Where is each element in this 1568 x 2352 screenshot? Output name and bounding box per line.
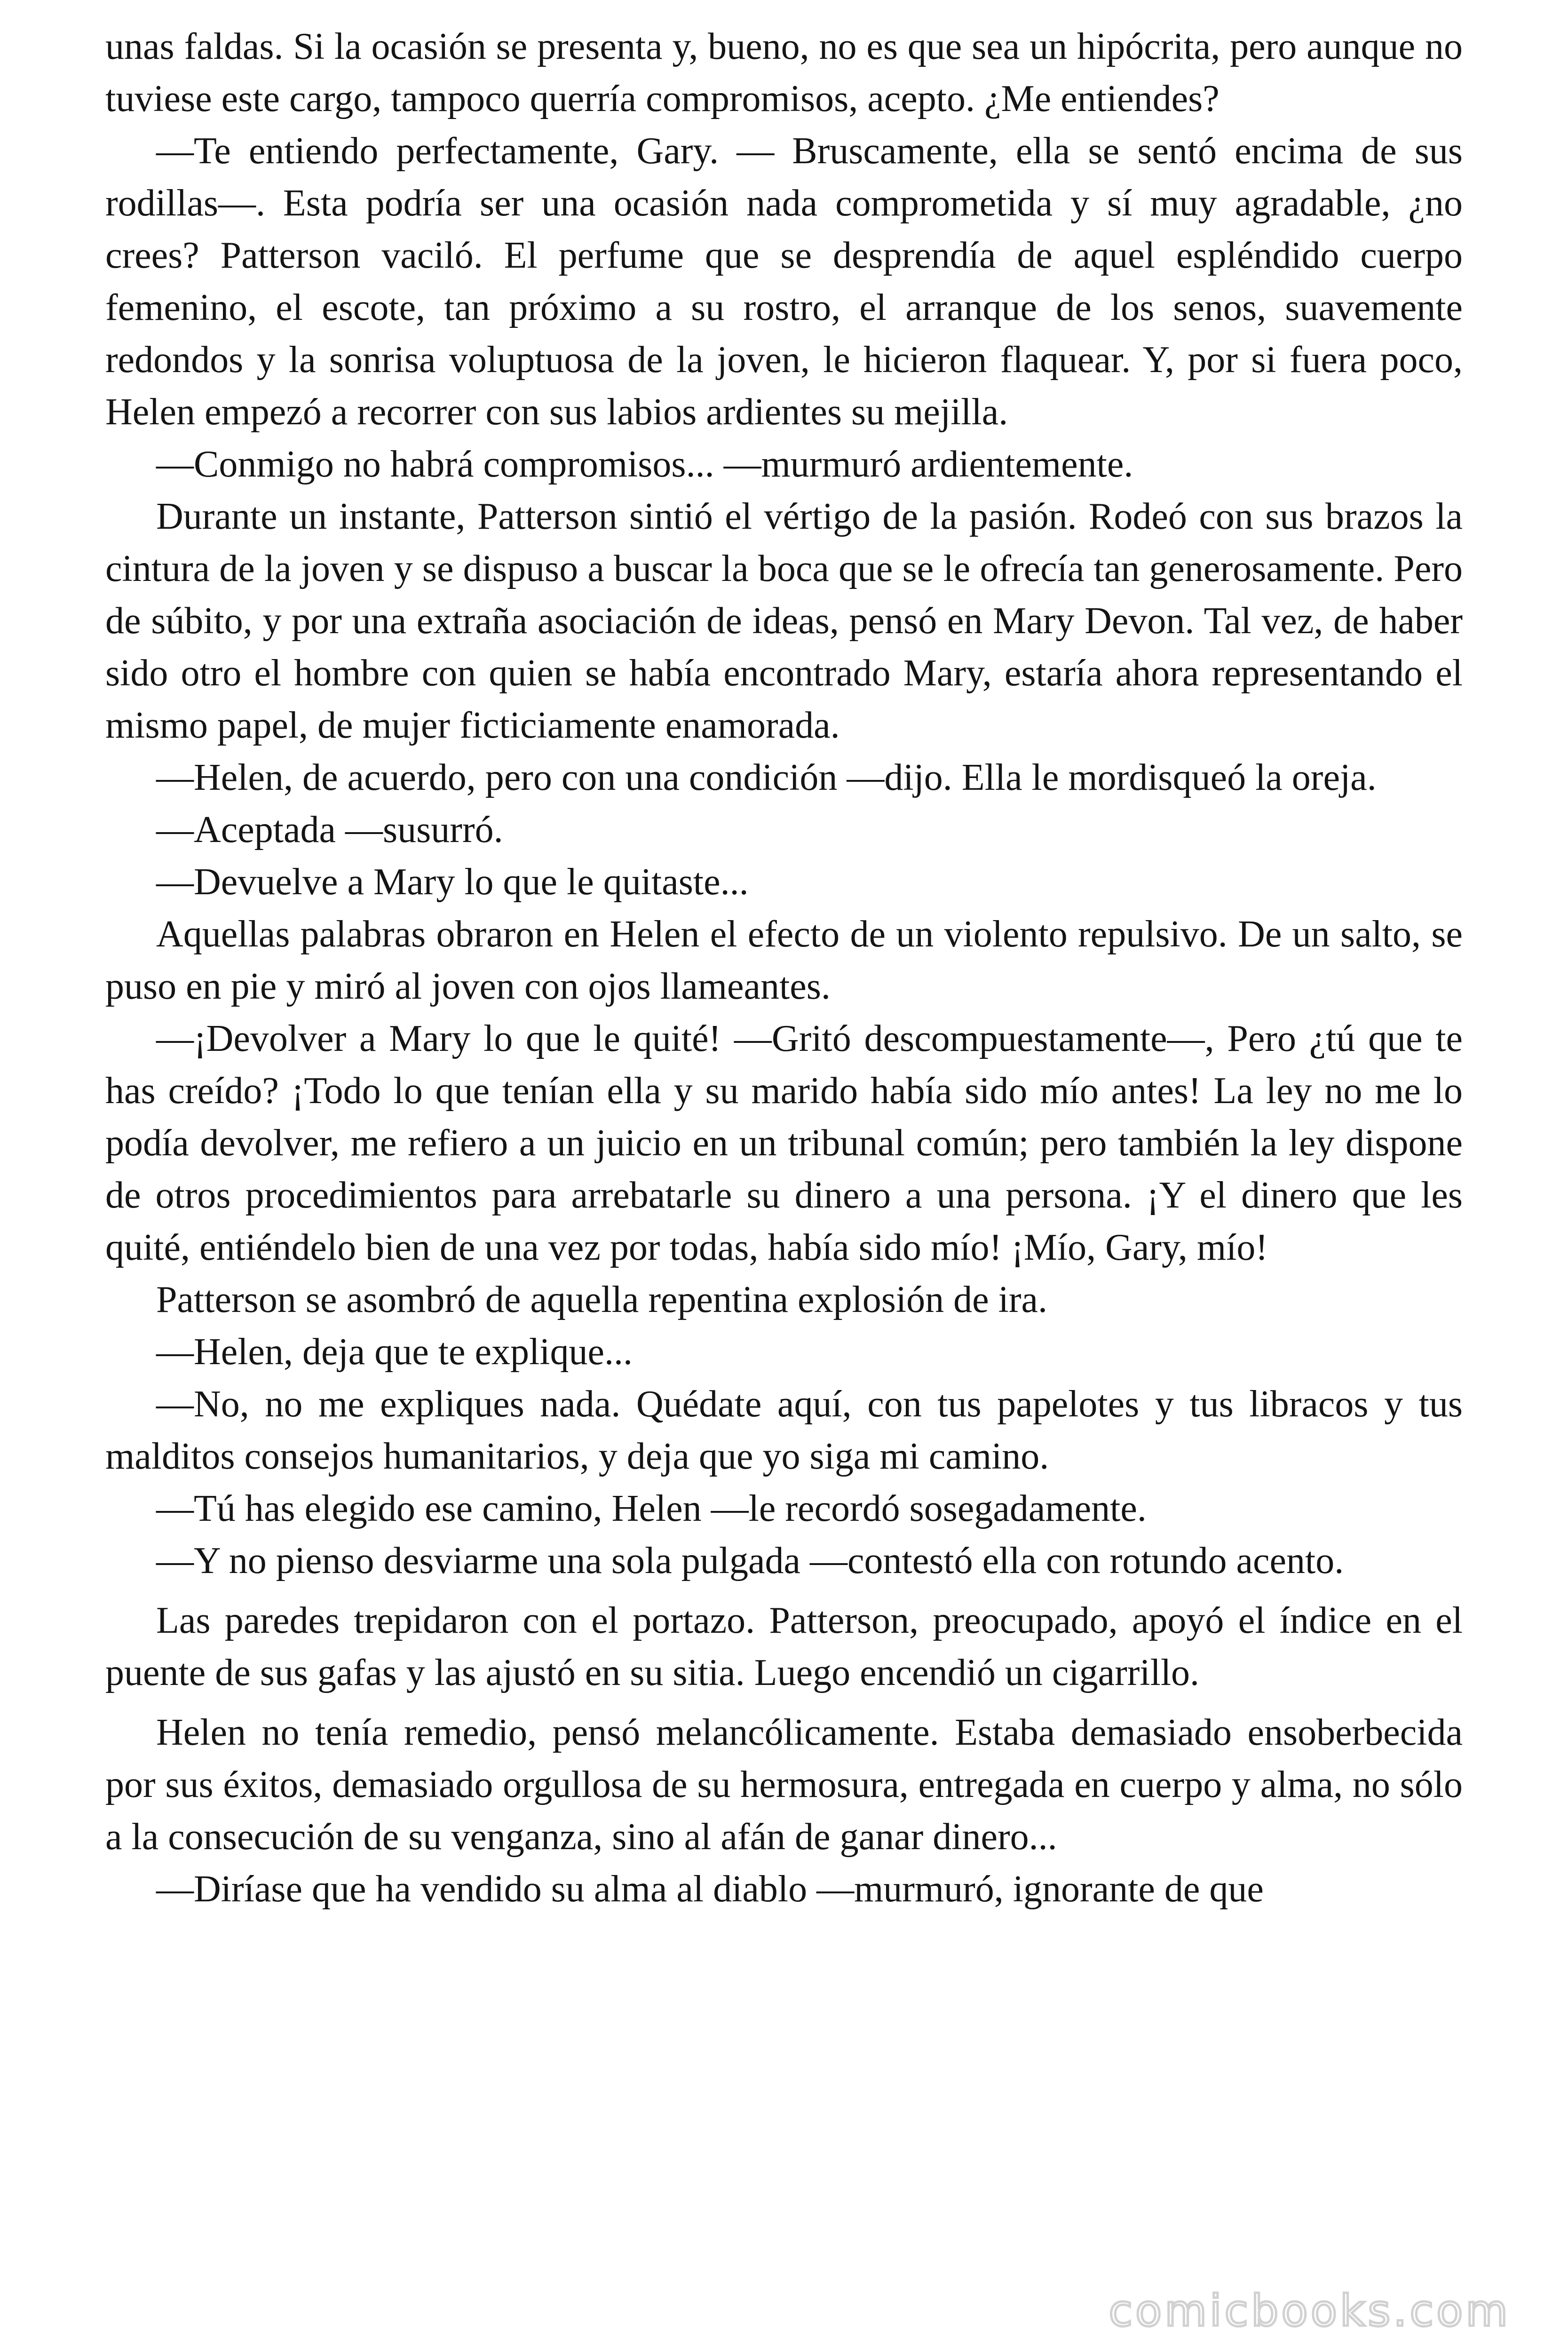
paragraph-3: —Conmigo no habrá compromisos... —murmuró ardientemente.: [156, 444, 1133, 485]
paragraph-12: —No, no me expliques nada. Quédate aquí, con tus papelotes y tus libracos y tus malditos consejos humanitarios, y deja que yo siga mi camino.: [105, 1383, 1463, 1477]
paragraph-8: Aquellas palabras obraron en Helen el efecto de un violento repulsivo. De un salto, se puso en pie y miró al joven con ojos llameantes.: [105, 914, 1463, 1007]
paragraph-10: Patterson se asombró de aquella repentina explosión de ira.: [156, 1279, 1047, 1320]
paragraph-5: —Helen, de acuerdo, pero con una condición —dijo. Ella le mordisqueó la oreja.: [156, 757, 1377, 798]
paragraph-16: Helen no tenía remedio, pensó melancólicamente. Estaba demasiado ensoberbecida por sus éxitos, demasiado orgullosa de su hermosura, entregada en cuerpo y alma, no sólo a la consecución de su venganza, sino al afán de ganar dinero...: [105, 1712, 1463, 1858]
paragraph-2: —Te entiendo perfectamente, Gary. — Bruscamente, ella se sentó encima de sus rodillas—. Esta podría ser una ocasión nada comprometida y sí muy agradable, ¿no crees? Patterson vaciló. El perfume que se desprendía de aquel espléndido cuerpo femenino, el escote, tan próximo a su rostro, el arranque de los senos, suavemente redondos y la sonrisa voluptuosa de la joven, le hicieron flaquear. Y, por si fuera poco, Helen empezó a recorrer con sus labios ardientes su mejilla.: [105, 130, 1463, 433]
paragraph-4: Durante un instante, Patterson sintió el vértigo de la pasión. Rodeó con sus brazos la cintura de la joven y se dispuso a buscar la boca que se le ofrecía tan generosamente. Pero de súbito, y por una extraña asociación de ideas, pensó en Mary Devon. Tal vez, de haber sido otro el hombre con quien se había encontrado Mary, estaría ahora representando el mismo papel, de mujer ficticiamente enamorada.: [105, 496, 1463, 746]
paragraph-13: —Tú has elegido ese camino, Helen —le recordó sosegadamente.: [156, 1488, 1147, 1529]
paragraph-7: —Devuelve a Mary lo que le quitaste...: [156, 861, 749, 903]
watermark-logo: comicbooks.com: [1109, 2286, 1511, 2336]
paragraph-11: —Helen, deja que te explique...: [156, 1331, 633, 1373]
paragraph-15: Las paredes trepidaron con el portazo. Patterson, preocupado, apoyó el índice en el puente de sus gafas y las ajustó en su sitia. Luego encendió un cigarrillo.: [105, 1600, 1463, 1693]
paragraph-17: —Diríase que ha vendido su alma al diablo —murmuró, ignorante de que: [156, 1868, 1264, 1910]
paragraph-9: —¡Devolver a Mary lo que le quité! —Gritó descompuestamente—, Pero ¿tú que te has creído? ¡Todo lo que tenían ella y su marido había sido mío antes! La ley no me lo podía devolver, me refiero a un juicio en un tribunal común; pero también la ley dispone de otros procedimientos para arrebatarle su dinero a una persona. ¡Y el dinero que les quité, entiéndelo bien de una vez por todas, había sido mío! ¡Mío, Gary, mío!: [105, 1018, 1463, 1268]
paragraph-6: —Aceptada —susurró.: [156, 809, 503, 850]
paragraph-14: —Y no pienso desviarme una sola pulgada —contestó ella con rotundo acento.: [156, 1540, 1344, 1581]
paragraph-1: unas faldas. Si la ocasión se presenta y, bueno, no es que sea un hipócrita, pero aunque no tuviese este cargo, tampoco querría compromisos, acepto. ¿Me entiendes?: [105, 26, 1463, 119]
body-text: [105, 21, 1463, 1915]
